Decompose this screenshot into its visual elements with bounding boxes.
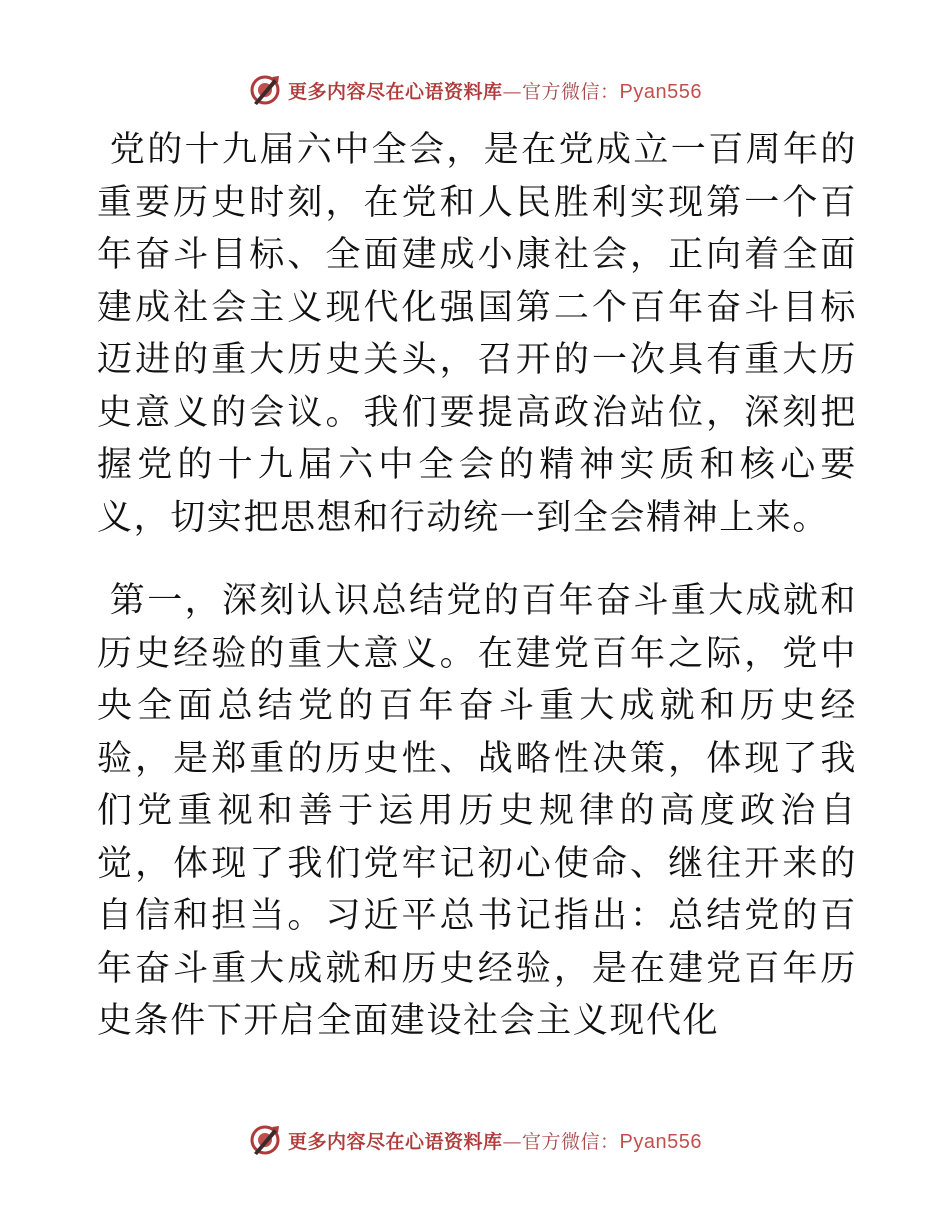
watermark-prefix: 更多内容尽在心语资料库 [288,1130,503,1153]
paragraph-1 [97,124,857,544]
paragraph-2 [97,575,857,1048]
header-watermark [0,70,950,110]
watermark-dash: — [502,80,523,103]
watermark-label: 官方微信： [522,80,620,103]
watermark-account: Pyan556 [619,80,702,103]
paragraph-2-text: 第一，深刻认识总结党的百年奋斗重大成就和历史经验的重大意义。在建党百年之际，党中央全面总结党的百年奋斗重大成就和历史经验，是郑重的历史性、战略性决策，体现了我们党重视和善于运用历史规律的高度政治自觉，体现了我们党牢记初心使命、继往开来的自信和担当。习近平总书记指出：总结党的百年奋斗重大成就和历史经验，是在建党百年历史条件下开启全面建设社会主义现代化 [97,581,857,1041]
watermark-account: Pyan556 [619,1130,702,1153]
quill-seal-icon [248,1123,282,1157]
watermark-label: 官方微信： [522,1130,620,1153]
quill-seal-icon [248,73,282,107]
document-body [97,124,857,1048]
paragraph-1-text: 党的十九届六中全会，是在党成立一百周年的重要历史时刻，在党和人民胜利实现第一个百年奋斗目标、全面建成小康社会，正向着全面建成社会主义现代化强国第二个百年奋斗目标迈进的重大历史关头，召开的一次具有重大历史意义的会议。我们要提高政治站位，深刻把握党的十九届六中全会的精神实质和核心要义，切实把思想和行动统一到全会精神上来。 [97,130,857,538]
watermark-prefix: 更多内容尽在心语资料库 [288,80,503,103]
watermark-dash: — [502,1130,523,1153]
footer-watermark [0,1120,950,1160]
